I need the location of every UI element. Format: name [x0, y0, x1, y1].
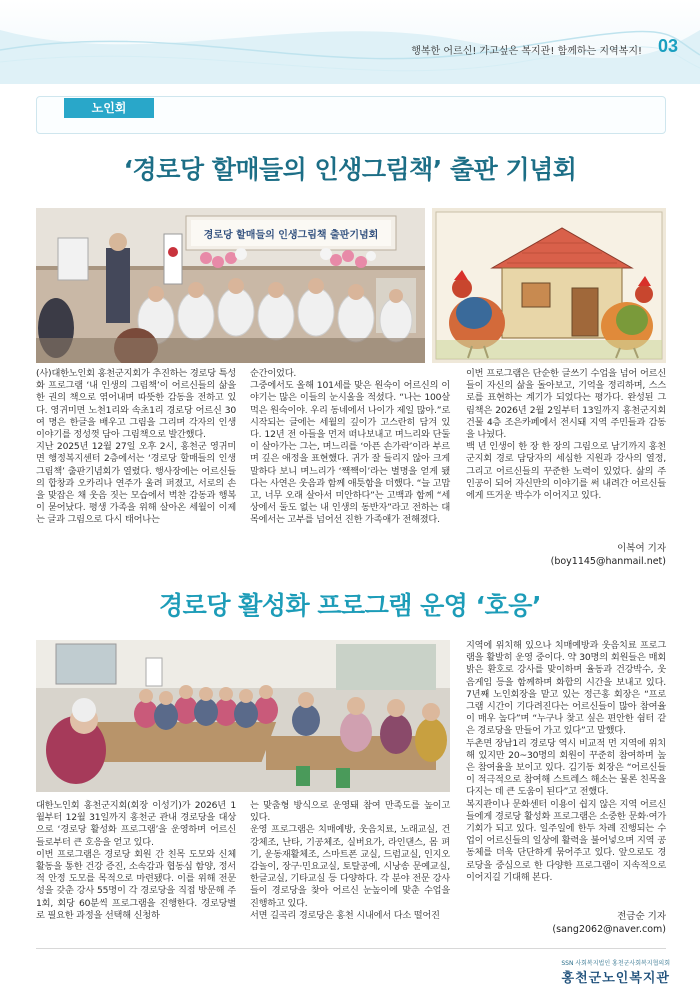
article1-title: ‘경로당 할매들의 인생그림책’ 출판 기념회	[123, 155, 577, 184]
article2-col1-text: 대한노인회 홍천군지회(회장 이성기)가 2026년 1월부터 12월 31일까지 홍천군 관내 경로당을 대상으로 ‘경로당 활성화 프로그램’을 운영하며 어르신들로부터 큰 호응을 얻고 있다. 이번 프로그램은 경로당 회원 간 친목 도모와 신체 활동을 통한 건강 증진, 소속감과 협동심 함양, 정서적 안정 도모를 목적으로 마련됐다. 이를 위해 전문성을 갖춘 강사 55명이 각 경로당을 직접 방문해 주 1회, 회당 60분씩 프로그램을 진행한다. 경로당별로 필요한 과정을 선택해 신청하	[36, 800, 236, 921]
article1-reporter	[466, 540, 666, 567]
article1-reporter-name: 이복여 기자	[617, 543, 666, 554]
article2-col2-text: 는 맞춤형 방식으로 운영돼 참여 만족도를 높이고 있다. 운영 프로그램은 치매예방, 웃음치료, 노래교실, 건강체조, 난타, 기공체조, 실버요가, 라인댄스, 몸 펴기, 운동재활체조, 스마트폰 교실, 드럼교실, 인지오감놀이, 장구·민요교실, 토탈공예, 시낭송 문예교실, 한글교실, 기타교실 등 다양하다. 각 분야 전문 강사들이 경로당을 찾아 어르신 눈높이에 맞춘 수업을 진행하고 있다. 서면 길곡리 경로당은 홍천 시내에서 다소 떨어진	[250, 800, 450, 921]
page-number: 03	[657, 36, 678, 56]
section-tag: 노인회	[64, 98, 154, 118]
article2-column-3	[466, 640, 666, 910]
article1-column-1	[36, 368, 236, 573]
article1-drawing-photo	[432, 208, 666, 363]
article1-col1-text: (사)대한노인회 홍천군지회가 추진하는 경로당 특성화 프로그램 ‘내 인생의 그림책’이 어르신들의 삶을 한 권의 책으로 엮어내며 따뜻한 감동을 전하고 있다. 영귀미면 노천1리와 속초1리 경로당 어르신 30여 명은 한글을 배우고 그림을 그리며 각자의 인생 이야기를 정성껏 담아 그림책으로 발간했다. 지난 2025년 12월 27일 오후 2시, 홍천군 영귀미면 행정복지센터 2층에서는 ‘경로당 할매들의 인생그림책’ 출판기념회가 열렸다. 행사장에는 어르신들의 합창과 오카리나 연주가 울려 퍼졌고, 서로의 손을 맞잡은 채 웃음 짓는 모습에서 벅찬 감동과 행복이 묻어났다. 평생 가족을 위해 살아온 세월이 이제는 글과 그림으로 다시 태어나는	[36, 368, 236, 526]
article1-column-2	[250, 368, 450, 573]
article2-column-1	[36, 800, 236, 940]
article2-reporter-name: 전금순 기자	[617, 911, 666, 922]
article2-program-photo	[36, 640, 450, 792]
footer-divider	[36, 948, 666, 949]
article1-col2-text: 순간이었다. 그중에서도 올해 101세를 맞은 원숙이 어르신의 이야기는 많은 이들의 눈시울을 적셨다. “나는 100살 먹은 원숙이야. 우리 동네에서 나이가 제일 많아.”로 시작되는 글에는 세월의 깊이가 고스란히 담겨 있다. 12년 전 아들을 먼저 떠나보내고 며느리와 단둘이 살아가는 그는, 며느리를 ‘아픈 손가락’이라 부르며 깊은 애정을 표현했다. 귀가 잘 들리지 않아 크게 말하다 보니 며느리가 ‘짹짹이’라는 별명을 얻게 됐다는 사연은 웃음과 함께 애틋함을 더했다. “늘 고맙고, 너무 오래 살아서 미안하다”는 고백과 함께 “세상에서 둘도 없는 내 인생의 동반자”라고 전하는 대목에서는 고부를 넘어선 진한 가족애가 전해졌다.	[250, 368, 450, 526]
article1-column-3	[466, 368, 666, 518]
footer-logo	[561, 958, 670, 986]
article2-title: 경로당 활성화 프로그램 운영 ‘호응’	[159, 591, 541, 620]
article1-col3-text: 이번 프로그램은 단순한 글쓰기 수업을 넘어 어르신들이 자신의 삶을 돌아보고, 기억을 정리하며, 스스로를 표현하는 계기가 되었다는 평가다. 완성된 그림책은 2026년 2월 2일부터 13일까지 홍천군지회 건물 4층 조은카페에서 전시돼 지역 주민들과 감동을 나눴다. 백 년 인생이 한 장 한 장의 그림으로 남기까지 홍천군지회 경로 담당자의 세심한 지원과 강사의 열정, 그리고 어르신들의 꾸준한 노력이 있었다. 삶의 주인공이 되어 자신만의 이야기를 써 내려간 어르신들에게 뜨거운 박수가 이어지고 있다.	[466, 368, 666, 502]
photo1-banner-text: 경로당 할매들의 인생그림책 출판기념회	[203, 230, 379, 241]
article2-col3-text: 지역에 위치해 있으나 치매예방과 웃음치료 프로그램을 활발히 운영 중이다. 약 30명의 회원들은 매회 밝은 환호로 강사를 맞이하며 율동과 건강박수, 웃음게임 등을 함께하며 화합의 시간을 보내고 있다. 7년째 노인회장을 맡고 있는 정근홍 회장은 “프로그램 시간이 기다려진다는 어르신들이 많아 참여율이 매우 높다”며 “누구나 찾고 싶은 편안한 쉼터 같은 경로당을 만들어 가고 있다”고 말했다. 두촌면 장남1리 경로당 역시 비교적 먼 지역에 위치해 있지만 20~30명의 회원이 꾸준히 참여하며 높은 참여율을 보이고 있다. 김기동 회장은 “어르신들이 적극적으로 참여해 스트레스 해소는 물론 친목을 다지는 데 큰 도움이 된다”고 전했다. 복지관이나 문화센터 이용이 쉽지 않은 지역 어르신들에게 경로당 활성화 프로그램은 소중한 문화·여가 기회가 되고 있다. 일주일에 한두 차례 진행되는 수업이 어르신들의 일상에 활력을 불어넣으며 지역 공동체를 더욱 단단하게 묶어주고 있다. 앞으로도 경로당을 중심으로 한 다양한 프로그램이 지속적으로 이어지길 기대해 본다.	[466, 640, 666, 883]
footer-org-name: 홍천군노인복지관	[561, 971, 670, 986]
article1-reporter-email: (boy1145@hanmail.net)	[550, 556, 666, 567]
article2-column-2	[250, 800, 450, 940]
article2-reporter-email: (sang2062@naver.com)	[552, 924, 666, 935]
article2-reporter	[466, 908, 666, 935]
header-slogan: 행복한 어르신! 가고싶은 복지관! 함께하는 지역복지!	[411, 46, 642, 57]
article1-event-photo	[36, 208, 425, 363]
footer-org-sub: SSN 사회복지법인 홍천군사회복지협의회	[561, 960, 670, 967]
